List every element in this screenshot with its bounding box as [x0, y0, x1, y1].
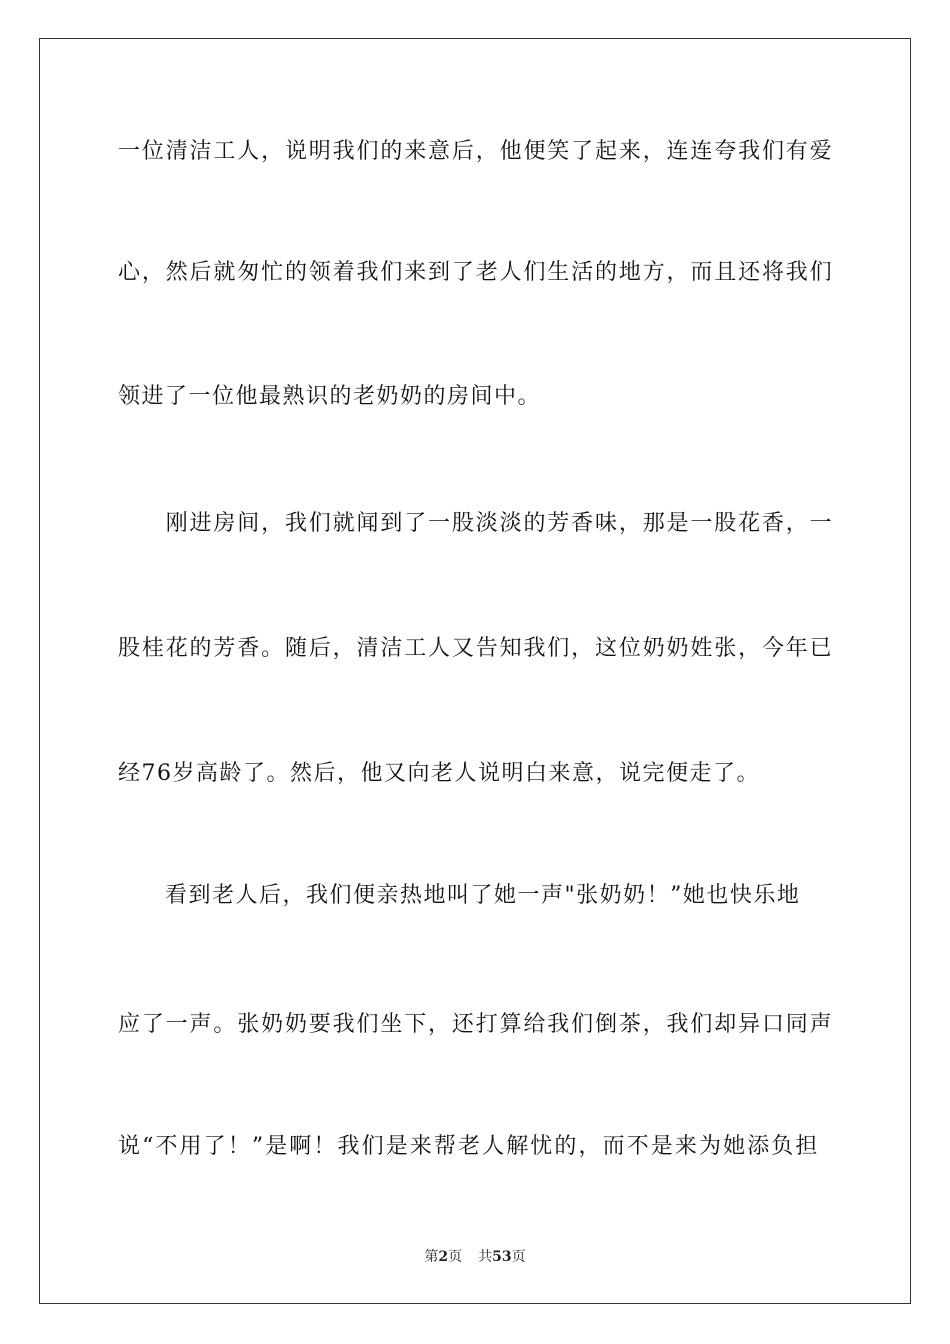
text-line: 应了一声。张奶奶要我们坐下，还打算给我们倒茶，我们却异口同声	[118, 1012, 834, 1037]
page-prefix: 第	[424, 1249, 439, 1265]
text-line: 一位清洁工人，说明我们的来意后，他便笑了起来，连连夸我们有爱	[118, 139, 834, 164]
text-line: 领进了一位他最熟识的老奶奶的房间中。	[118, 384, 542, 409]
page-suffix: 页	[448, 1249, 463, 1265]
total-prefix: 共	[478, 1249, 493, 1265]
page-number: 2	[438, 1249, 449, 1265]
paragraph-start-line: 刚进房间，我们就闻到了一股淡淡的芳香味，那是一股花香，一	[118, 511, 834, 536]
text-line: 心，然后就匆忙的领着我们来到了老人们生活的地方，而且还将我们	[118, 260, 834, 285]
text-line: 说“不用了！”是啊！我们是来帮老人解忧的，而不是来为她添负担	[118, 1134, 820, 1159]
page-footer	[0, 1248, 950, 1266]
text-line: 股桂花的芳香。随后，清洁工人又告知我们，这位奶奶姓张，今年已	[118, 636, 834, 661]
total-suffix: 页	[511, 1249, 526, 1265]
text-line: 经76岁高龄了。然后，他又向老人说明白来意，说完便走了。	[118, 761, 760, 786]
total-pages: 53	[492, 1249, 512, 1265]
page-border	[39, 38, 911, 1304]
paragraph-start-line: 看到老人后，我们便亲热地叫了她一声"张奶奶！”她也快乐地	[118, 883, 801, 908]
